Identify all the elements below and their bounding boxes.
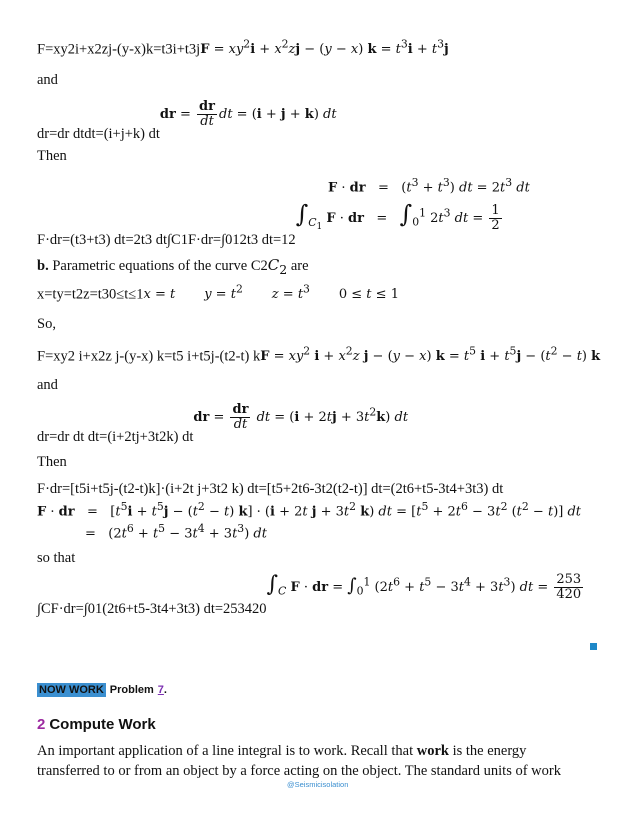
paragraph-line-1-start: An important application of a line integral is to work. Recall that (37, 743, 417, 759)
param-equations-text: x=ty=t2z=t30≤t≤1 (37, 286, 144, 303)
then-text-2: Then (37, 454, 67, 470)
dr-expression-math-2: dr = $\frac{dr}{dt}$ dt = $(i + 2tj + 3t^2k)$ dt (193, 402, 409, 432)
dr-expression-line-2 (37, 402, 409, 445)
fdr-integral-math: $\int_{C_1}$ F · dr = $\int_0^1$ $2t^3$ dt = $\frac{1}{2}$ (295, 200, 500, 233)
fdr-align-row-1: F · dr = $(t^3 + t^3)$ dt = $2t^3$ dt (328, 176, 530, 196)
problem-label: Problem (109, 684, 154, 696)
section-number: 2 (37, 716, 46, 733)
field-expression-text: F=xy2i+x2zj-(y-x)k=t3i+t3j (37, 41, 201, 58)
field-expression-math: $F = xy^2i + x^2zj - (y - x) k = t^3i + t^3j$ (200, 38, 449, 58)
watermark-text: @Seismicisolation (287, 780, 349, 789)
integral-result-line (37, 572, 585, 617)
then-text-1: Then (37, 148, 67, 164)
part-b-after: are (290, 258, 309, 274)
fdr-align-row-2a: F · dr = $[t^5i + t^5j - (t^2 - t) k] \cdot (i + 2t$ $j + 3t^2$ k) dt = [$t^5 + 2t^6 - 3t^2$ $(t^2 - t)$] dt (37, 500, 582, 520)
part-b-text: Parametric equations of the curve C2 (52, 258, 268, 274)
param-equations-math: x = t $y = t^2$ $z = t^3$ 0 ≤ t ≤ 1 (143, 283, 399, 303)
dr-expression-text: dr=dr dtdt=(i+j+k) dt (37, 125, 160, 142)
field-expression-text-2: F=xy2 i+x2z j-(y-x) k=t5 i+t5j-(t2-t) k (37, 348, 261, 365)
param-equations-line (37, 283, 399, 303)
field-expression-line (37, 38, 449, 58)
and-text-1: and (37, 72, 58, 88)
integral-result-math: $\int_C$ F · dr = $\int_0^1$ $(2t^6 + t^5 - 3t^4 + 3t^3)$ dt = $\frac{253}{420}$ (266, 572, 582, 602)
section-title: Compute Work (49, 716, 156, 733)
dr-expression-math: dr = $\frac{dr}{dt}$ dt = (i + j + k) dt (159, 99, 337, 129)
curve-c2-math: $C_2$ (267, 256, 288, 277)
fdr-text-1: F·dr=(t3+t3) dt=2t3 dt∫C1F·dr=∫012t3 dt=12 (37, 232, 296, 248)
and-text-2: and (37, 377, 58, 393)
end-of-example-square-icon (590, 643, 597, 650)
field-expression-math-2: $F = xy^2$ $i + x^2z$ j − (y − x) $k = t^5$ $i + t^5j - (t^2 - t)$ k (260, 345, 601, 365)
paragraph-line-1-end: is the energy (448, 743, 527, 759)
section-heading (37, 716, 156, 734)
field-expression-line-2 (37, 345, 600, 365)
problem-period: . (163, 684, 167, 696)
paragraph-keyword-work: work (416, 743, 449, 759)
integral-result-text: ∫CF·dr=∫01(2t6+t5-3t4+3t3) dt=253420 (37, 601, 267, 617)
part-b-line (37, 256, 309, 277)
now-work-line (37, 680, 167, 698)
dr-expression-text-2: dr=dr dt dt=(i+2tj+3t2k) dt (37, 428, 194, 445)
so-text: So, (37, 316, 56, 332)
so-that-text: so that (37, 550, 76, 566)
paragraph-line-1 (37, 743, 526, 760)
fdr-line-1 (37, 200, 504, 248)
fdr-align-row-2b: = $(2t^6 + t^5 - 3t^4 + 3t^3)$ dt (85, 522, 267, 542)
fdr-text-2: F·dr=[t5i+t5j-(t2-t)k]·(i+2t j+3t2 k) dt=[t5+2t6-3t2(t2-t)] dt=(2t6+t5-3t4+3t3) dt (37, 481, 504, 497)
now-work-badge: NOW WORK (39, 684, 104, 696)
problem-link[interactable]: 7 (157, 684, 164, 696)
dr-expression-line (37, 99, 337, 142)
paragraph-line-2: transferred to or from an object by a force acting on the object. The standard units of work (37, 763, 561, 779)
part-b-label: b. (37, 258, 49, 274)
